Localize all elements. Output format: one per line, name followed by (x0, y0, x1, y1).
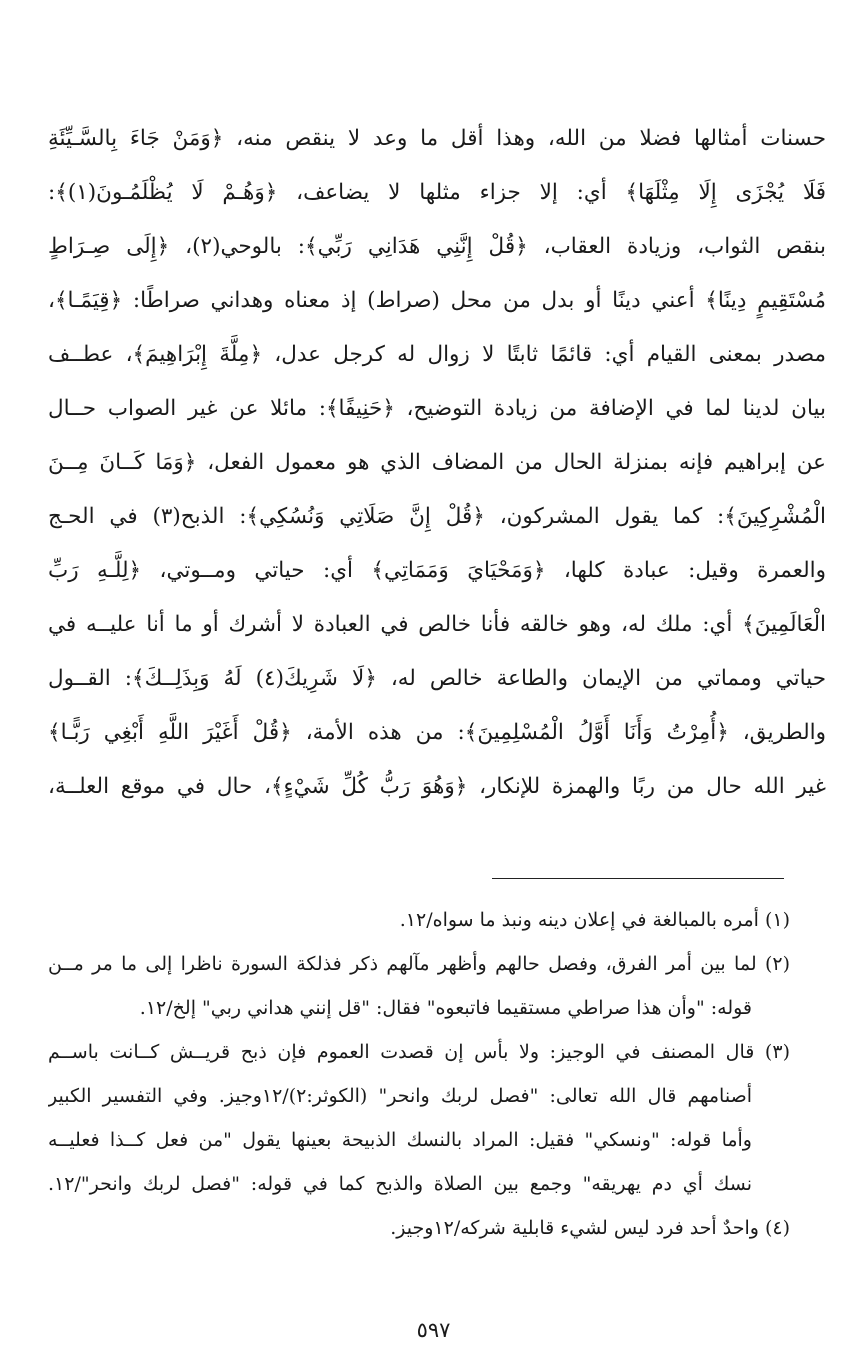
text-line: الْعَالَمِينَ﴾ أي: ملك له، وهو خالقه فأنا خالص في العبادة لا أشرك أو ما أنا عليــه في (48, 612, 826, 637)
footnote-3: (٣) قال المصنف في الوجيز: ولا بأس إن قصدت العموم فإن ذبح قريــش كــانت باســم (48, 1041, 790, 1063)
footnote-1: (١) أمره بالمبالغة في إعلان دينه ونبذ ما سواه/١٢. (399, 909, 790, 931)
main-text-block (48, 112, 826, 814)
page-number: ٥٩٧ (416, 1318, 451, 1342)
footnote-3-continuation: أصنامهم قال الله تعالى: "فصل لربك وانحر" (الكوثر:٢)/١٢وجيز. وفي التفسير الكبير (48, 1085, 752, 1107)
footnote-4: (٤) واحدٌ أحد فرد ليس لشيء قابلية شركه/١٢وجيز. (390, 1217, 790, 1239)
text-line: مُسْتَقِيمٍ دِينًا﴾ أعني دينًا أو بدل من محل (صراط) إذ معناه وهداني صراطًا: ﴿قِيَمًـا﴾، (48, 288, 826, 313)
text-line: بيان لدينا لما في الإضافة من زيادة التوضيح، ﴿حَنِيفًا﴾: مائلا عن غير الصواب حــال (48, 396, 826, 421)
text-line: حياتي ومماتي من الإيمان والطاعة خالص له، ﴿لَا شَرِيكَ(٤) لَهُ وَبِذَلِــكَ﴾: القــول (48, 666, 826, 691)
text-line: غير الله حال من ربًا والهمزة للإنكار، ﴿وَهُوَ رَبُّ كُلِّ شَيْءٍ﴾، حال في موقع العلــة، (48, 774, 826, 799)
text-line: والعمرة وقيل: عبادة كلها، ﴿وَمَحْيَايَ وَمَمَاتِي﴾ أي: حياتي ومــوتي، ﴿لِلَّـهِ رَبِّ (48, 558, 826, 583)
text-line: حسنات أمثالها فضلا من الله، وهذا أقل ما وعد لا ينقص منه، ﴿وَمَنْ جَاءَ بِالسَّـيِّئَةِ (48, 126, 826, 151)
footnote-separator (492, 878, 784, 879)
text-line: بنقص الثواب، وزيادة العقاب، ﴿قُلْ إِنَّنِي هَدَانِي رَبِّي﴾: بالوحي(٢)، ﴿إِلَى صِـرَاطٍ (48, 234, 826, 259)
footnote-3-continuation: وأما قوله: "ونسكي" فقيل: المراد بالنسك الذبيحة بعينها يقول "من فعل كــذا فعليــه (48, 1129, 752, 1151)
footnotes-block (48, 898, 790, 1250)
text-line: الْمُشْرِكِينَ﴾: كما يقول المشركون، ﴿قُلْ إِنَّ صَلَاتِي وَنُسُكِي﴾: الذبح(٣) في الحـج (48, 504, 826, 529)
footnote-2-continuation: قوله: "وأن هذا صراطي مستقيما فاتبعوه" فقال: "قل إنني هداني ربي" إلخ/١٢. (139, 997, 752, 1019)
footnote-2: (٢) لما بين أمر الفرق، وفصل حالهم وأظهر مآلهم ذكر فذلكة السورة ناظرا إلى ما مر مــن (48, 953, 790, 975)
text-line: فَلَا يُجْزَى إِلَا مِثْلَهَا﴾ أي: إلا جزاء مثلها لا يضاعف، ﴿وَهُـمْ لَا يُظْلَمُـونَ(١)﴾: (48, 180, 826, 205)
text-line: مصدر بمعنى القيام أي: قائمًا ثابتًا لا زوال له كرجل عدل، ﴿مِلَّةَ إِبْرَاهِيمَ﴾، عطــف (48, 342, 826, 367)
text-line: والطريق، ﴿أُمِرْتُ وَأَنَا أَوَّلُ الْمُسْلِمِينَ﴾: من هذه الأمة، ﴿قُلْ أَغَيْرَ اللَّهِ أَبْغِي رَبًّـا﴾ (48, 720, 826, 745)
text-line: عن إبراهيم فإنه بمنزلة الحال من المضاف الذي هو معمول الفعل، ﴿وَمَا كَــانَ مِــنَ (48, 450, 826, 475)
footnote-3-continuation: نسك أي دم يهريقه" وجمع بين الصلاة والذبح كما في قوله: "فصل لربك وانحر"/١٢. (48, 1173, 752, 1195)
